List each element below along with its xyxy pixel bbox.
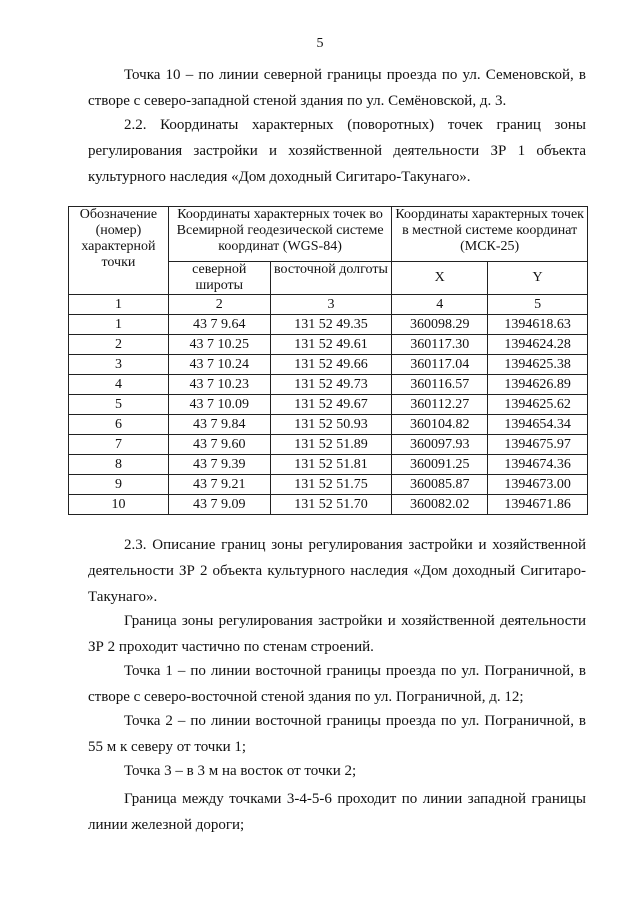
- paragraph-point-2: [88, 708, 586, 760]
- text-line: деятельности ЗР 2 объекта культурного наследия «Дом доходный Сигитаро-: [88, 563, 586, 579]
- page-number: 5: [316, 36, 324, 51]
- cell-point-number: 4: [69, 375, 169, 395]
- column-number: 2: [168, 295, 270, 315]
- cell-point-number: 10: [69, 495, 169, 515]
- text-line: Точка 3 – в 3 м на восток от точки 2;: [124, 763, 357, 779]
- cell-longitude: 131 52 51.81: [270, 455, 392, 475]
- cell-y: 1394673.00: [488, 475, 588, 495]
- cell-y: 1394624.28: [488, 335, 588, 355]
- cell-latitude: 43 7 9.64: [168, 315, 270, 335]
- cell-point-number: 3: [69, 355, 169, 375]
- cell-x: 360104.82: [392, 415, 488, 435]
- cell-point-number: 6: [69, 415, 169, 435]
- header-msk25: Координаты характерных точек в местной системе координат (МСК-25): [392, 207, 588, 262]
- column-number: 3: [270, 295, 392, 315]
- cell-x: 360098.29: [392, 315, 488, 335]
- text-line: ЗР 2 проходит частично по стенам строений.: [88, 639, 374, 655]
- text-line: 2.2. Координаты характерных (поворотных) точек границ зоны: [124, 117, 586, 133]
- table-row: [69, 395, 588, 415]
- paragraph-points-3-6: [88, 786, 586, 838]
- table-row: [69, 475, 588, 495]
- cell-x: 360112.27: [392, 395, 488, 415]
- paragraph-zone-boundary: [88, 608, 586, 660]
- text-line: створе с северо-западной стеной здания по ул. Семёновской, д. 3.: [88, 93, 507, 109]
- cell-latitude: 43 7 9.60: [168, 435, 270, 455]
- cell-point-number: 8: [69, 455, 169, 475]
- paragraph-section-2-2: [88, 112, 586, 190]
- cell-latitude: 43 7 10.25: [168, 335, 270, 355]
- text-line: регулирования застройки и хозяйственной деятельности ЗР 1 объекта: [88, 143, 586, 159]
- paragraph-point-3: [88, 758, 586, 784]
- cell-longitude: 131 52 51.75: [270, 475, 392, 495]
- cell-longitude: 131 52 50.93: [270, 415, 392, 435]
- text-line: Такунаго».: [88, 589, 158, 605]
- table-row: [69, 455, 588, 475]
- cell-y: 1394625.38: [488, 355, 588, 375]
- cell-point-number: 7: [69, 435, 169, 455]
- cell-latitude: 43 7 9.09: [168, 495, 270, 515]
- paragraph-point-1: [88, 658, 586, 710]
- header-point-number: Обозначение (номер) характерной точки: [69, 207, 169, 295]
- header-wgs84: Координаты характерных точек во Всемирной геодезической системе координат (WGS-84): [168, 207, 391, 262]
- column-number-row: [69, 295, 588, 315]
- text-line: культурного наследия «Дом доходный Сигитаро-Такунаго».: [88, 169, 471, 185]
- header-x: X: [392, 262, 488, 295]
- table-row: [69, 375, 588, 395]
- header-longitude: восточной долготы: [270, 262, 392, 295]
- cell-y: 1394625.62: [488, 395, 588, 415]
- text-line: 55 м к северу от точки 1;: [88, 739, 247, 755]
- cell-longitude: 131 52 49.35: [270, 315, 392, 335]
- cell-longitude: 131 52 51.70: [270, 495, 392, 515]
- cell-y: 1394618.63: [488, 315, 588, 335]
- cell-latitude: 43 7 9.21: [168, 475, 270, 495]
- cell-point-number: 9: [69, 475, 169, 495]
- cell-x: 360097.93: [392, 435, 488, 455]
- cell-y: 1394675.97: [488, 435, 588, 455]
- header-y: Y: [488, 262, 588, 295]
- text-line: Точка 2 – по линии восточной границы проезда по ул. Пограничной, в: [124, 713, 586, 729]
- cell-x: 360117.04: [392, 355, 488, 375]
- cell-longitude: 131 52 49.66: [270, 355, 392, 375]
- text-line: Точка 1 – по линии восточной границы проезда по ул. Пограничной, в: [124, 663, 586, 679]
- text-line: Граница зоны регулирования застройки и хозяйственной деятельности: [124, 613, 586, 629]
- cell-latitude: 43 7 10.23: [168, 375, 270, 395]
- cell-latitude: 43 7 10.09: [168, 395, 270, 415]
- cell-y: 1394671.86: [488, 495, 588, 515]
- coordinates-table: [68, 206, 588, 515]
- cell-point-number: 5: [69, 395, 169, 415]
- cell-x: 360116.57: [392, 375, 488, 395]
- cell-latitude: 43 7 9.84: [168, 415, 270, 435]
- text-line: Точка 10 – по линии северной границы проезда по ул. Семеновской, в: [124, 67, 586, 83]
- header-latitude: северной широты: [168, 262, 270, 295]
- cell-longitude: 131 52 49.61: [270, 335, 392, 355]
- paragraph-point-10: [88, 62, 586, 114]
- table-row: [69, 495, 588, 515]
- cell-x: 360085.87: [392, 475, 488, 495]
- text-line: 2.3. Описание границ зоны регулирования застройки и хозяйственной: [124, 537, 586, 553]
- table-row: [69, 415, 588, 435]
- cell-point-number: 2: [69, 335, 169, 355]
- text-line: линии железной дороги;: [88, 817, 245, 833]
- cell-y: 1394674.36: [488, 455, 588, 475]
- column-number: 5: [488, 295, 588, 315]
- paragraph-section-2-3: [88, 532, 586, 610]
- cell-point-number: 1: [69, 315, 169, 335]
- cell-x: 360082.02: [392, 495, 488, 515]
- cell-longitude: 131 52 51.89: [270, 435, 392, 455]
- cell-x: 360117.30: [392, 335, 488, 355]
- table-row: [69, 335, 588, 355]
- table-row: [69, 315, 588, 335]
- cell-y: 1394654.34: [488, 415, 588, 435]
- cell-longitude: 131 52 49.67: [270, 395, 392, 415]
- column-number: 4: [392, 295, 488, 315]
- cell-longitude: 131 52 49.73: [270, 375, 392, 395]
- table-row: [69, 435, 588, 455]
- text-line: Граница между точками 3-4-5-6 проходит по линии западной границы: [124, 791, 586, 807]
- column-number: 1: [69, 295, 169, 315]
- cell-x: 360091.25: [392, 455, 488, 475]
- cell-y: 1394626.89: [488, 375, 588, 395]
- table-row: [69, 355, 588, 375]
- cell-latitude: 43 7 10.24: [168, 355, 270, 375]
- text-line: створе с северо-восточной стеной здания по ул. Пограничной, д. 12;: [88, 689, 524, 705]
- cell-latitude: 43 7 9.39: [168, 455, 270, 475]
